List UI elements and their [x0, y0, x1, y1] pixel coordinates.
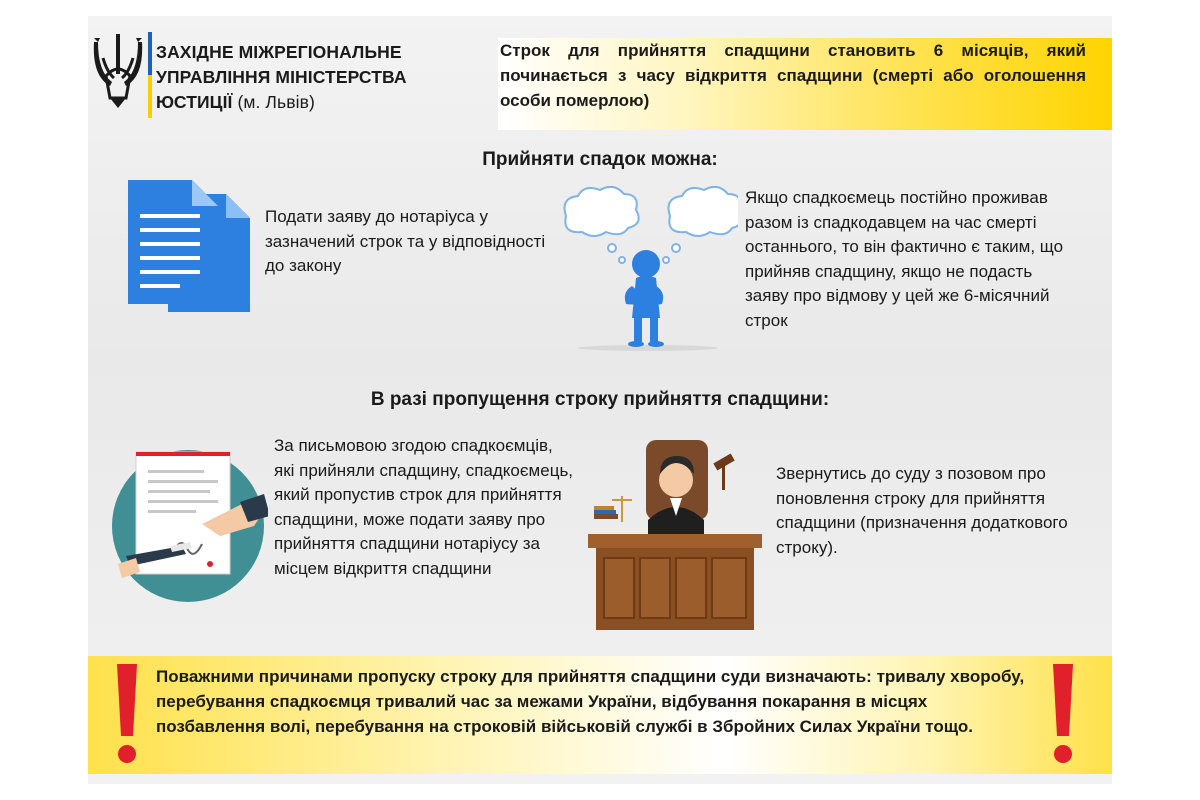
term-notice: Строк для прийняття спадщини становить 6 місяців, який починається з часу відкриття спадщини (смерті або оголошення особи померлою) [500, 41, 1086, 110]
flag-stripe [148, 32, 152, 118]
infographic-slide [88, 16, 1112, 784]
thinking-person-icon [558, 186, 738, 356]
signing-document-icon [108, 446, 268, 606]
organization-name [156, 40, 476, 115]
court-appeal-text: Звернутись до суду з позовом про поновлення строку для прийняття спадщини (призначення додаткового строку). [776, 464, 1068, 557]
section-heading-accept: Прийняти спадок можна: [482, 149, 718, 170]
notary-application-text: Подати заяву до нотаріуса у зазначений строк та у відповідності до закону [265, 207, 546, 275]
exclamation-right-icon [1050, 662, 1076, 766]
org-line-1: ЗАХІДНЕ МІЖРЕГІОНАЛЬНЕ [156, 42, 402, 62]
cohabitation-text: Якщо спадкоємець постійно проживав разом із спадкодавцем на час смерті останнього, то він фактично є таким, що прийняв спадщину, якщо не подасть заяву про відмову у цей же 6-місячний строк [745, 188, 1064, 330]
judge-court-icon [588, 438, 773, 630]
trident-emblem-icon [92, 32, 144, 110]
org-line-2: УПРАВЛІННЯ МІНІСТЕРСТВА [156, 67, 407, 87]
section-heading-missed-term: В разі пропущення строку прийняття спадщини: [370, 389, 830, 410]
heirs-consent-text: За письмовою згодою спадкоємців, які прийняли спадщину, спадкоємець, який пропустив строк для прийняття спадщини, може подати заяву про прийняття спадщини нотаріусу за місцем відкриття спадщини [274, 436, 574, 578]
documents-icon [126, 176, 260, 316]
org-city: (м. Львів) [237, 92, 315, 112]
exclamation-left-icon [114, 662, 140, 766]
org-line-3: ЮСТИЦІЇ [156, 92, 233, 112]
valid-reasons-text: Поважними причинами пропуску строку для прийняття спадщини суди визначають: тривалу хворобу, перебування спадкоємця тривалий час за межами України, відбування покарання в місцях позбавлення волі, перебування на строковій військовій службі в Збройних Силах України тощо. [156, 667, 1025, 736]
